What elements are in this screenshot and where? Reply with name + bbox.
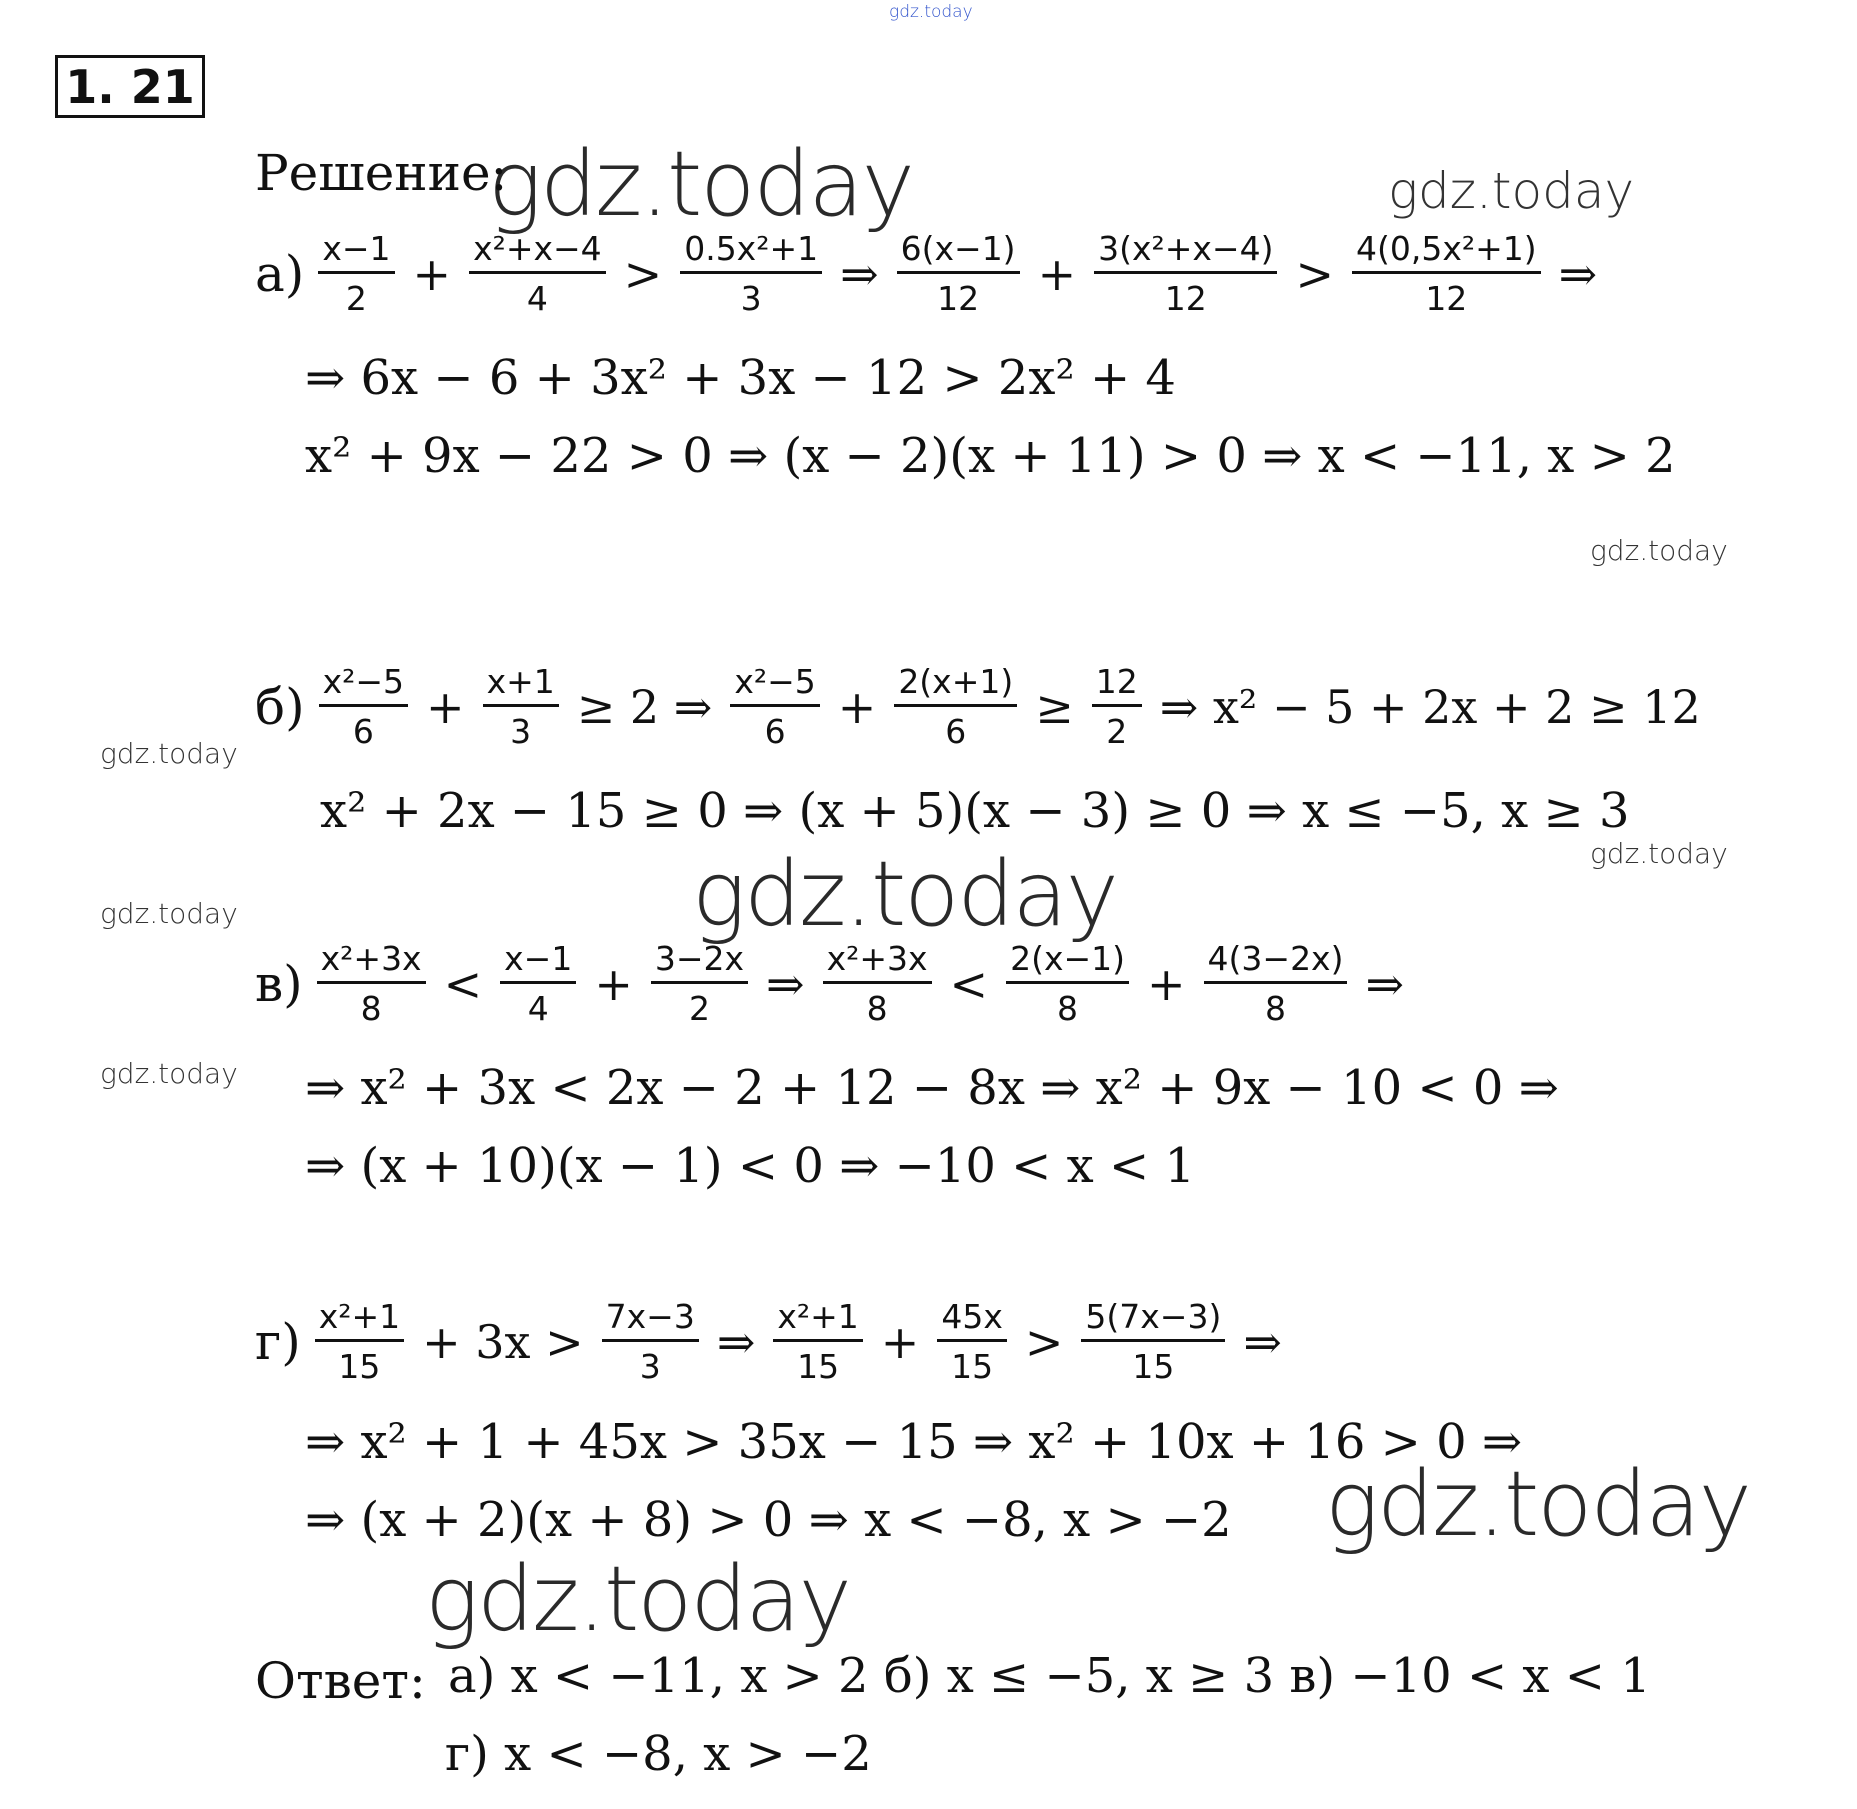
- task-number: 1. 21: [55, 55, 205, 118]
- fraction: $\frac{12}{2}$: [1092, 665, 1142, 748]
- part-g-row1: г) $\frac{\text{x²+1}}{15}$ + 3x > $\frac{7x-3}{3}$ ⇒ $\frac{\text{x²+1}}{15}$ + $\frac{45x}{15}$ > $\frac{5(7x-3)}{15}$ ⇒: [255, 1297, 1282, 1386]
- fraction: $\frac{2(x-1)}{8}$: [1006, 942, 1129, 1025]
- fraction: $\frac{\text{x²−5}}{6}$: [730, 665, 819, 748]
- watermark-large-3: gdz.today: [1325, 1452, 1750, 1557]
- fraction: $\frac{\text{0.5x²+1}}{3}$: [680, 232, 822, 315]
- answer-line1: а) x < −11, x > 2 б) x ≤ −5, x ≥ 3 в) −10 < x < 1: [448, 1648, 1651, 1704]
- part-b-label: б): [255, 677, 305, 736]
- fraction: $\frac{\text{4(0,5x²+1)}}{12}$: [1352, 232, 1541, 315]
- watermark-small-4: gdz.today: [100, 897, 238, 930]
- fraction: $\frac{\text{3(x²+x−4)}}{12}$: [1094, 232, 1277, 315]
- fraction: $\frac{3-2x}{2}$: [651, 942, 748, 1025]
- watermark-medium-1: gdz.today: [1388, 162, 1635, 220]
- fraction: $\frac{7x-3}{3}$: [602, 1300, 699, 1383]
- part-g-label: г): [255, 1312, 301, 1371]
- fraction: $\frac{2(x+1)}{6}$: [894, 665, 1017, 748]
- part-b-row1: б) $\frac{\text{x²−5}}{6}$ + $\frac{x+1}{3}$ ≥ 2 ⇒ $\frac{\text{x²−5}}{6}$ + $\frac{2(x+1)}{6}$ ≥ $\frac{12}{2}$ ⇒ x² − 5 + 2x + 2 ≥ 12: [255, 662, 1701, 751]
- answer-line2: г) x < −8, x > −2: [445, 1726, 872, 1782]
- watermark-small-5: gdz.today: [100, 1057, 238, 1090]
- fraction: $\frac{\text{x²+1}}{15}$: [773, 1300, 862, 1383]
- fraction: $\frac{\text{x²+3x}}{8}$: [823, 942, 932, 1025]
- fraction: $\frac{5(7x-3)}{15}$: [1081, 1300, 1225, 1383]
- watermark-top: gdz.today: [889, 2, 973, 22]
- part-a-line2: ⇒ 6x − 6 + 3x² + 3x − 12 > 2x² + 4: [305, 350, 1176, 406]
- watermark-small-1: gdz.today: [1590, 534, 1728, 567]
- fraction: $\frac{\text{x²+3x}}{8}$: [317, 942, 426, 1025]
- part-g-line2: ⇒ x² + 1 + 45x > 35x − 15 ⇒ x² + 10x + 16 > 0 ⇒: [305, 1414, 1523, 1470]
- fraction: $\frac{45x}{15}$: [937, 1300, 1007, 1383]
- part-v-row1: в) $\frac{\text{x²+3x}}{8}$ < $\frac{x-1}{4}$ + $\frac{3-2x}{2}$ ⇒ $\frac{\text{x²+3x}}{8}$ < $\frac{2(x-1)}{8}$ + $\frac{4(3-2x)}{8}$ ⇒: [255, 939, 1405, 1028]
- fraction: $\frac{6(x-1)}{12}$: [897, 232, 1020, 315]
- answer-label: Ответ:: [255, 1652, 426, 1710]
- part-v-label: в): [255, 954, 303, 1013]
- part-a-row1: а) $\frac{x-1}{2}$ + $\frac{\text{x²+x−4}}{4}$ > $\frac{\text{0.5x²+1}}{3}$ ⇒ $\frac{6(x-1)}{12}$ + $\frac{\text{3(x²+x−4)}}{12}$ > $\frac{\text{4(0,5x²+1)}}{12}$ ⇒: [255, 229, 1598, 318]
- solution-label: Решение:: [255, 144, 508, 202]
- fraction: $\frac{\text{x²+x−4}}{4}$: [469, 232, 606, 315]
- part-v-line3: ⇒ (x + 10)(x − 1) < 0 ⇒ −10 < x < 1: [305, 1138, 1195, 1194]
- fraction: $\frac{x-1}{2}$: [318, 232, 394, 315]
- watermark-large-2: gdz.today: [692, 842, 1117, 947]
- fraction: $\frac{\text{x²−5}}{6}$: [319, 665, 408, 748]
- part-a-label: а): [255, 244, 305, 303]
- watermark-large-4: gdz.today: [425, 1547, 850, 1652]
- fraction: $\frac{\text{x²+1}}{15}$: [315, 1300, 404, 1383]
- fraction: $\frac{4(3-2x)}{8}$: [1204, 942, 1348, 1025]
- part-v-line2: ⇒ x² + 3x < 2x − 2 + 12 − 8x ⇒ x² + 9x − 10 < 0 ⇒: [305, 1060, 1559, 1116]
- fraction: $\frac{x+1}{3}$: [483, 665, 559, 748]
- fraction: $\frac{x-1}{4}$: [500, 942, 576, 1025]
- watermark-large-1: gdz.today: [488, 132, 913, 237]
- part-g-line3: ⇒ (x + 2)(x + 8) > 0 ⇒ x < −8, x > −2: [305, 1492, 1232, 1548]
- part-b-line2: x² + 2x − 15 ≥ 0 ⇒ (x + 5)(x − 3) ≥ 0 ⇒ x ≤ −5, x ≥ 3: [320, 783, 1630, 839]
- watermark-small-2: gdz.today: [100, 737, 238, 770]
- part-a-line3: x² + 9x − 22 > 0 ⇒ (x − 2)(x + 11) > 0 ⇒ x < −11, x > 2: [305, 428, 1676, 484]
- watermark-small-3: gdz.today: [1590, 837, 1728, 870]
